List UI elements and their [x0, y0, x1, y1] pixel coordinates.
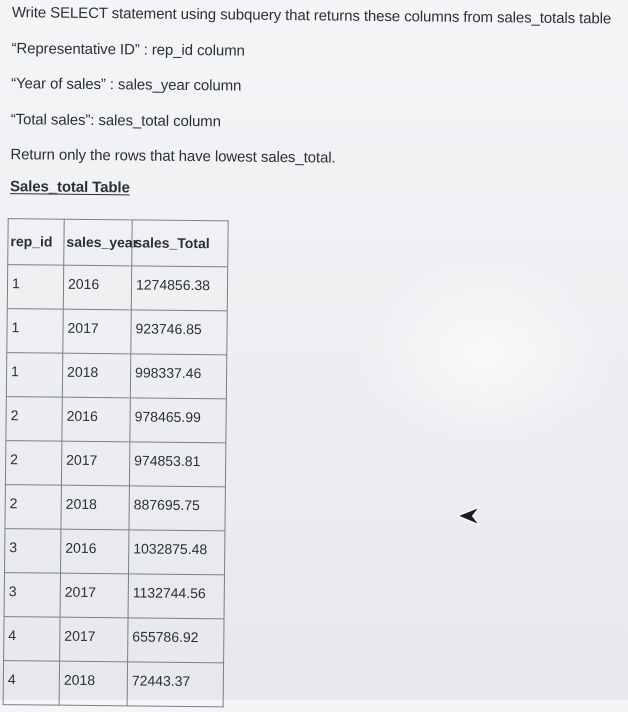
- cell-rep-id: 3: [5, 529, 61, 574]
- table-row: [5, 485, 225, 531]
- table-row: [7, 265, 227, 311]
- cell-rep-id: 2: [6, 397, 62, 442]
- cell-sales-year: 2016: [63, 265, 131, 310]
- cell-sales-total: 1274856.38: [131, 266, 227, 311]
- cell-sales-total: 998337.46: [130, 354, 226, 399]
- requirement-representative-id: “Representative ID” : rep_id column: [11, 40, 245, 60]
- table-row: [4, 573, 224, 619]
- table-row: [4, 617, 224, 663]
- header-rep-id: rep_id: [8, 219, 64, 266]
- cell-rep-id: 4: [4, 617, 60, 662]
- table-row: [6, 353, 226, 399]
- requirement-lowest-rows: Return only the rows that have lowest sales_total.: [10, 146, 336, 167]
- cell-sales-year: 2016: [62, 397, 130, 442]
- cell-sales-year: 2017: [63, 309, 131, 354]
- cell-sales-total: 978465.99: [130, 398, 226, 443]
- cell-rep-id: 1: [7, 265, 63, 310]
- cell-sales-total: 655786.92: [128, 618, 224, 663]
- cell-sales-year: 2018: [59, 661, 127, 706]
- cell-rep-id: 1: [7, 309, 63, 354]
- table-header-row: [8, 219, 228, 267]
- cell-rep-id: 4: [3, 661, 59, 706]
- header-sales-total: sales_Total: [132, 220, 228, 267]
- cell-sales-year: 2017: [60, 573, 128, 618]
- cell-sales-year: 2018: [62, 353, 130, 398]
- table-row: [6, 397, 226, 443]
- cell-sales-year: 2017: [60, 617, 128, 662]
- table-title: Sales_total Table: [9, 178, 130, 197]
- question-intro: Write SELECT statement using subquery that returns these columns from sales_totals table: [11, 4, 612, 28]
- table-row: [7, 309, 227, 355]
- requirement-total-sales: “Total sales”: sales_total column: [10, 111, 221, 131]
- cell-sales-total: 72443.37: [127, 662, 223, 707]
- header-sales-year: sales_year: [64, 219, 132, 266]
- cell-rep-id: 3: [4, 573, 60, 618]
- cell-rep-id: 2: [5, 441, 61, 486]
- sales-total-table-wrapper: [3, 218, 228, 702]
- cell-rep-id: 1: [6, 353, 62, 398]
- table-row: [5, 441, 225, 487]
- cell-sales-year: 2017: [61, 441, 129, 486]
- cell-sales-total: 974853.81: [129, 442, 225, 487]
- requirement-year-of-sales: “Year of sales” : sales_year column: [11, 75, 242, 95]
- cell-rep-id: 2: [5, 485, 61, 530]
- cell-sales-total: 923746.85: [131, 310, 227, 355]
- cell-sales-year: 2018: [61, 485, 129, 530]
- cell-sales-total: 887695.75: [129, 486, 225, 531]
- screen-glare: [355, 254, 617, 457]
- table-row: [5, 529, 225, 575]
- cell-sales-year: 2016: [61, 529, 129, 574]
- cell-sales-total: 1132744.56: [128, 574, 224, 619]
- sales-total-table: [3, 218, 229, 707]
- mouse-pointer-icon: [457, 505, 481, 527]
- cell-sales-total: 1032875.48: [128, 530, 224, 575]
